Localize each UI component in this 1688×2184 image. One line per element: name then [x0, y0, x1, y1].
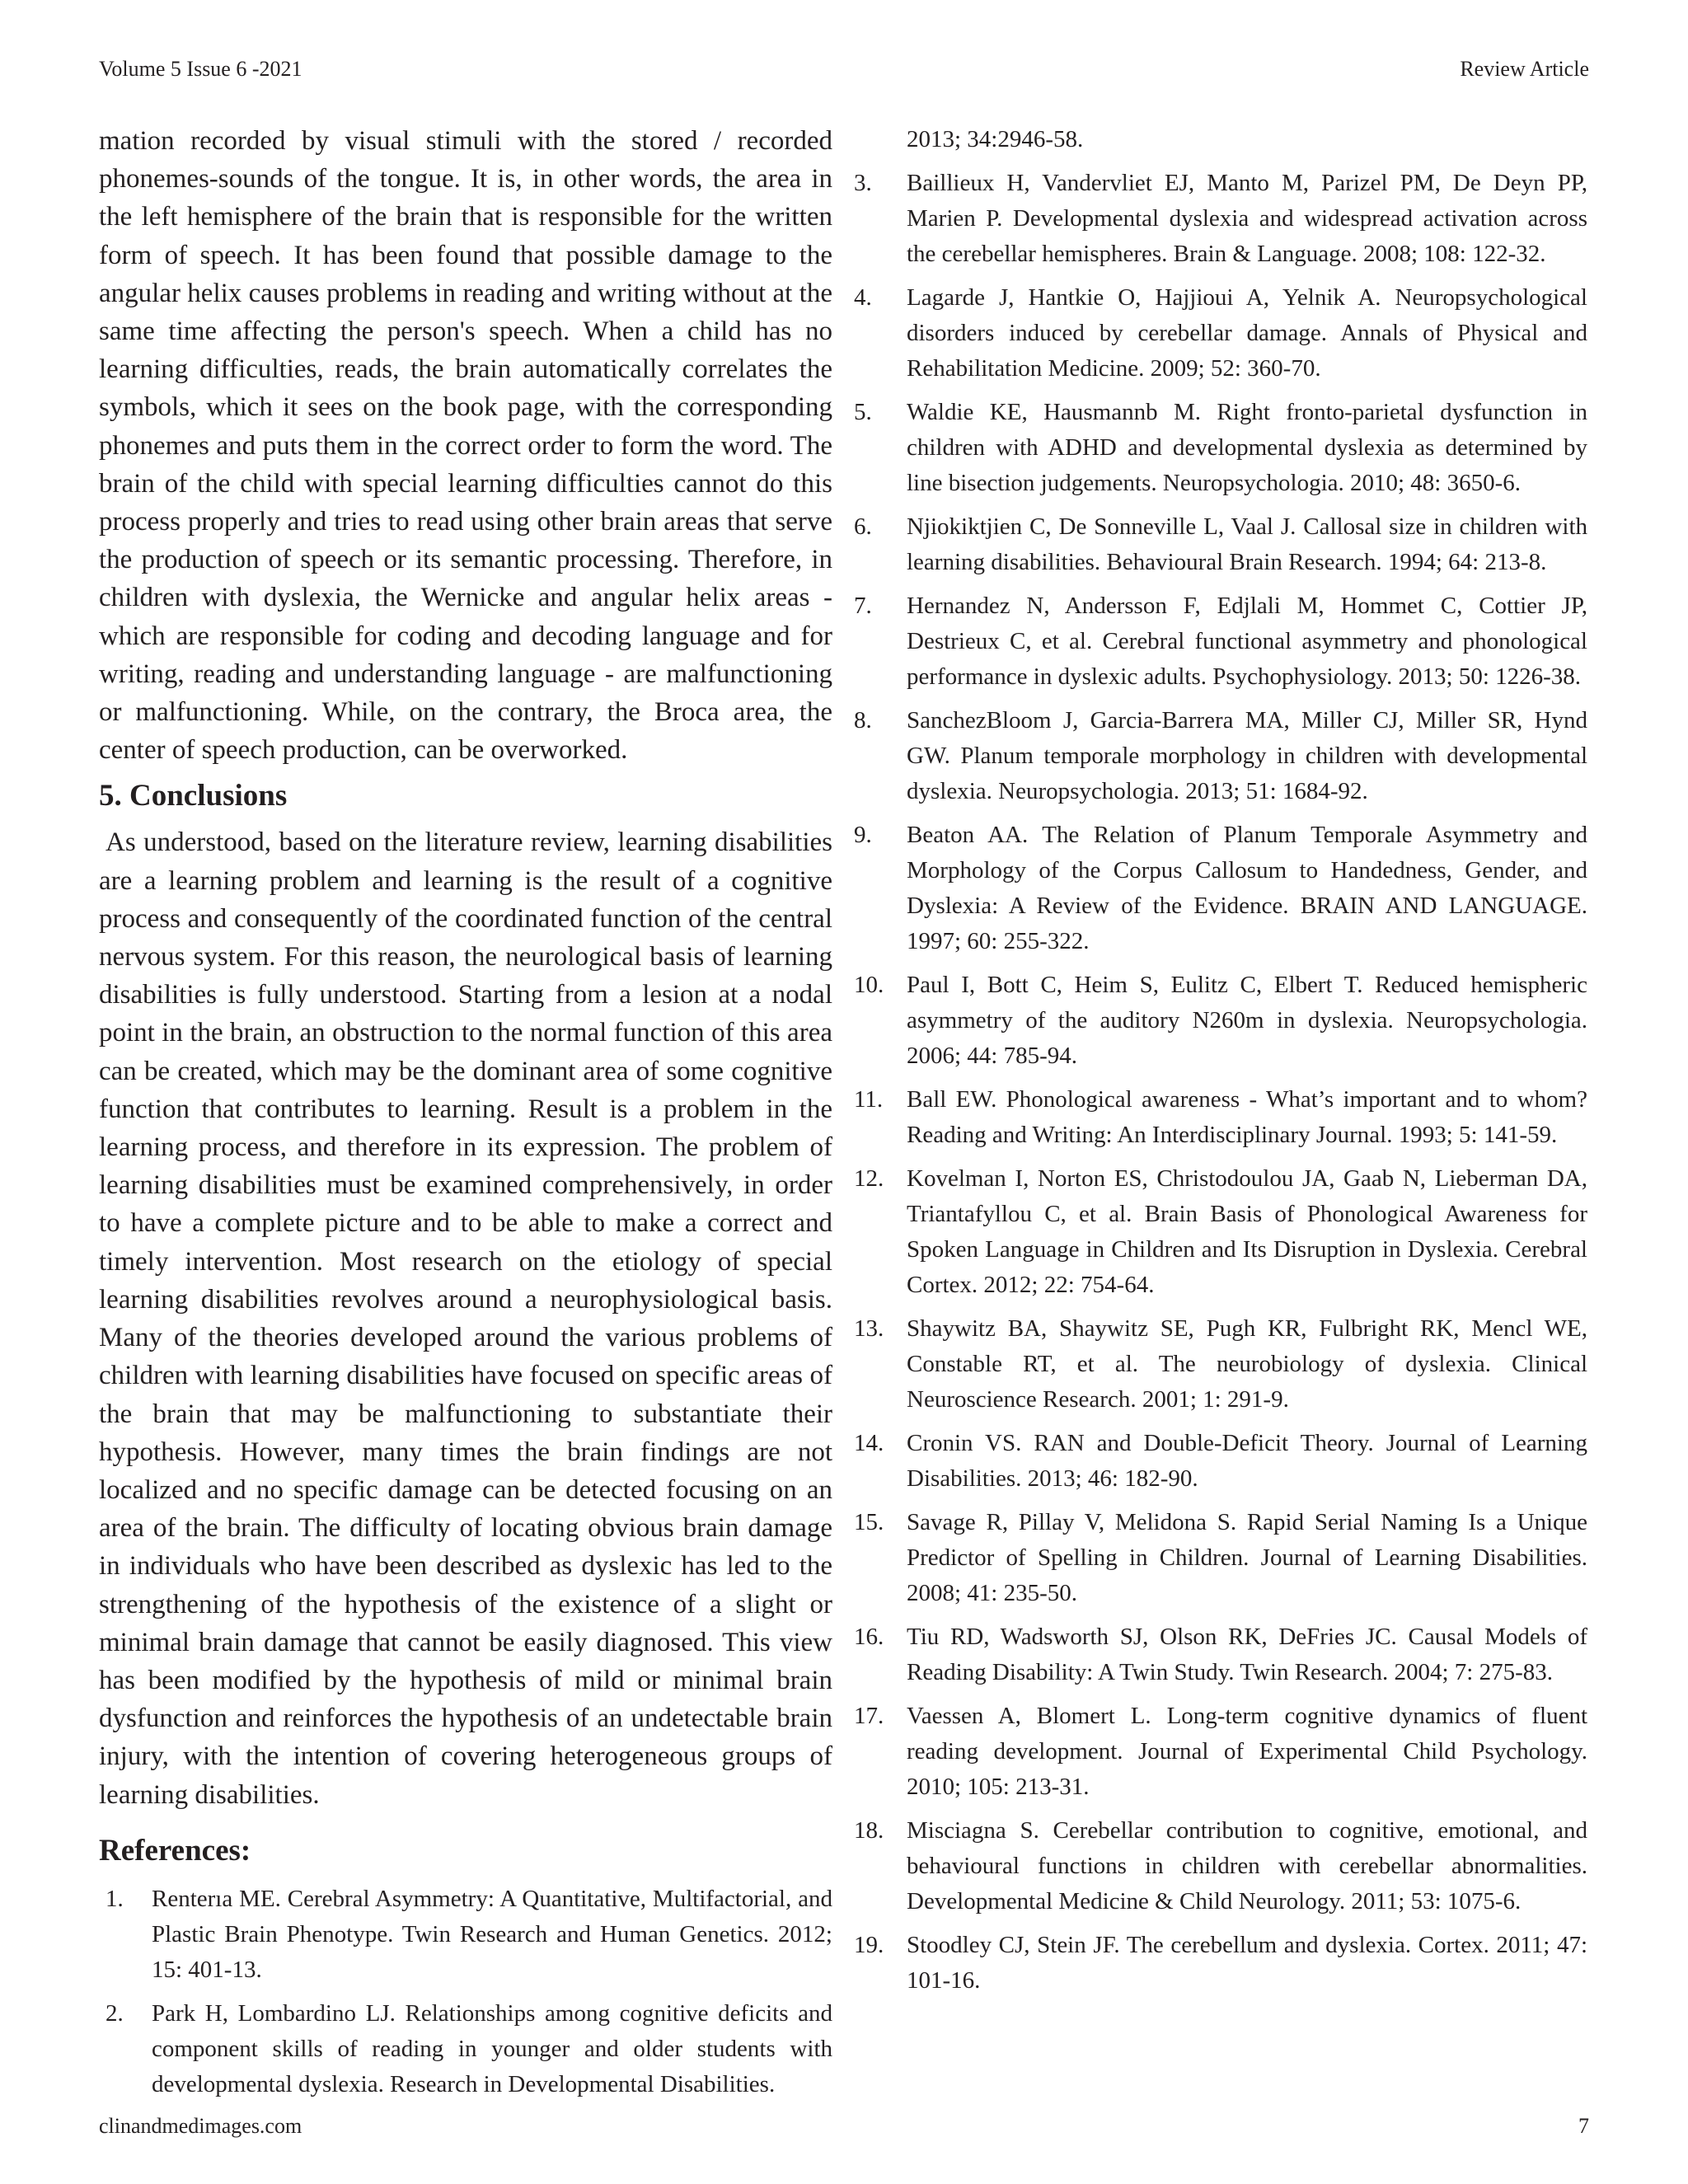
intro-paragraph: mation recorded by visual stimuli with the stored / recorded phonemes-sounds of the tongue. It is, in other words, the area in the left hemisphere of the brain that is responsible for the written form of speech. It has been found that possible damage to the angular helix causes problems in reading and writing without at the same time affecting the person's speech. When a child has no learning difficulties, reads, the brain automatically correlates the symbols, which it sees on the book page, with the corresponding phonemes and puts them in the correct order to form the word. The brain of the child with special learning difficulties cannot do this process properly and tries to read using other brain areas that serve the production of speech or its semantic processing. Therefore, in children with dyslexia, the Wernicke and angular helix areas - which are responsible for coding and decoding language and for writing, reading and understanding language - are malfunctioning or malfunctioning. While, on the contrary, the Broca area, the center of speech production, can be overworked.	[99, 126, 832, 766]
reference-text: 2013; 34:2946-58.	[907, 126, 1084, 152]
reference-item	[854, 166, 1587, 272]
article-type: Review Article	[1460, 57, 1589, 81]
reference-number: 18.	[854, 1817, 884, 1844]
reference-item	[854, 818, 1587, 959]
reference-number: 19.	[854, 1932, 884, 1958]
reference-text: Waldie KE, Hausmannb M. Right fronto-parietal dysfunction in children with ADHD and developmental dyslexia as determined by line bisection judgements. Neuropsychologia. 2010; 48: 3650-6.	[907, 399, 1587, 496]
reference-number: 8.	[854, 707, 872, 733]
reference-item	[854, 1619, 1587, 1690]
reference-text: Beaton AA. The Relation of Planum Temporale Asymmetry and Morphology of the Corpus Callosum to Handedness, Gender, and Dyslexia: A Review of the Evidence. BRAIN AND LANGUAGE. 1997; 60: 255-322.	[907, 822, 1587, 954]
reference-text: Ball EW. Phonological awareness - What’s important and to whom? Reading and Writing: An Interdisciplinary Journal. 1993; 5: 141-59.	[907, 1086, 1587, 1148]
reference-item	[854, 703, 1587, 809]
reference-number: 10.	[854, 972, 884, 998]
reference-text: Renterıa ME. Cerebral Asymmetry: A Quantitative, Multifactorial, and Plastic Brain Phenotype. Twin Research and Human Genetics. 2012; 15: 401-13.	[152, 1885, 832, 1983]
reference-number: 3.	[854, 170, 872, 196]
reference-item	[854, 1699, 1587, 1805]
conclusions-heading: 5. Conclusions	[99, 779, 288, 813]
reference-text: Park H, Lombardino LJ. Relationships among cognitive deficits and component skills of reading in younger and older students with developmental dyslexia. Research in Developmental Disabilities.	[152, 1999, 832, 2097]
reference-text: Vaessen A, Blomert L. Long-term cognitive dynamics of fluent reading development. Journal of Experimental Child Psychology. 2010; 105: 213-31.	[907, 1703, 1587, 1800]
reference-number: 11.	[854, 1086, 884, 1113]
references-heading: References:	[99, 1833, 251, 1868]
reference-number: 14.	[854, 1430, 884, 1456]
reference-text: Baillieux H, Vandervliet EJ, Manto M, Parizel PM, De Deyn PP, Marien P. Developmental dyslexia and widespread activation across the cerebellar hemispheres. Brain & Language. 2008; 108: 122-32.	[907, 170, 1587, 267]
reference-text: Kovelman I, Norton ES, Christodoulou JA, Gaab N, Lieberman DA, Triantafyllou C, et al. Brain Basis of Phonological Awareness for Spoken Language in Children and Its Disruption in Dyslexia. Cerebral Cortex. 2012; 22: 754-64.	[907, 1165, 1587, 1298]
reference-text: Hernandez N, Andersson F, Edjlali M, Hommet C, Cottier JP, Destrieux C, et al. Cerebral functional asymmetry and phonological performance in dyslexic adults. Psychophysiology. 2013; 50: 1226-38.	[907, 593, 1587, 690]
reference-number: 12.	[854, 1165, 884, 1192]
reference-item	[854, 1311, 1587, 1418]
reference-text: Savage R, Pillay V, Melidona S. Rapid Serial Naming Is a Unique Predictor of Spelling in Children. Journal of Learning Disabilities. 2008; 41: 235-50.	[907, 1509, 1587, 1606]
reference-item	[854, 588, 1587, 695]
reference-text: Tiu RD, Wadsworth SJ, Olson RK, DeFries JC. Causal Models of Reading Disability: A Twin Study. Twin Research. 2004; 7: 275-83.	[907, 1624, 1587, 1685]
reference-item	[854, 1813, 1587, 1919]
reference-text: Misciagna S. Cerebellar contribution to cognitive, emotional, and behavioural functions in children with cerebellar abnormalities. Developmental Medicine & Child Neurology. 2011; 53: 1075-6.	[907, 1817, 1587, 1915]
conclusions-paragraph: As understood, based on the literature review, learning disabilities are a learning problem and learning is the result of a cognitive process and consequently of the coordinated function of the central nervous system. For this reason, the neurological basis of learning disabilities is fully understood. Starting from a lesion at a nodal point in the brain, an obstruction to the normal function of this area can be created, which may be the dominant area of some cognitive function that contributes to learning. Result is a problem in the learning process, and therefore in its expression. The problem of learning disabilities must be examined comprehensively, in order to have a complete picture and to be able to make a correct and timely intervention. Most research on the etiology of special learning disabilities revolves around a neurophysiological basis. Many of the theories developed around the various problems of children with learning disabilities have focused on specific areas of the brain that may be malfunctioning to substantiate their hypothesis. However, many times the brain findings are not localized and no specific damage can be detected focusing on an area of the brain. The difficulty of locating obvious brain damage in individuals who have been described as dyslexic has led to the strengthening of the hypothesis of the existence of a slight or minimal brain damage that cannot be easily diagnosed. This view has been modified by the hypothesis of mild or minimal brain dysfunction and reinforces the hypothesis of an undetectable brain injury, with the intention of covering heterogeneous groups of learning disabilities.	[99, 827, 832, 1810]
reference-item	[99, 1996, 832, 2102]
reference-item	[854, 509, 1587, 580]
reference-item	[854, 1505, 1587, 1611]
reference-item	[854, 1161, 1587, 1303]
reference-number: 6.	[854, 513, 872, 540]
reference-text: Cronin VS. RAN and Double-Deficit Theory. Journal of Learning Disabilities. 2013; 46: 182-90.	[907, 1430, 1587, 1492]
journal-volume: Volume 5 Issue 6 -2021	[99, 57, 302, 81]
reference-continuation	[854, 122, 1587, 157]
footer-website: clinandmedimages.com	[99, 2114, 302, 2138]
reference-item	[854, 1928, 1587, 1999]
reference-number: 17.	[854, 1703, 884, 1729]
right-column	[854, 122, 1587, 2007]
reference-item	[854, 968, 1587, 1074]
reference-number: 5.	[854, 399, 872, 425]
reference-number: 4.	[854, 284, 872, 311]
reference-item	[854, 1082, 1587, 1153]
reference-number: 16.	[854, 1624, 884, 1650]
reference-number: 7.	[854, 593, 872, 619]
page-number: 7	[1578, 2114, 1589, 2138]
reference-item	[99, 1882, 832, 1988]
reference-number: 1.	[106, 1885, 124, 1912]
references-list-right	[854, 122, 1587, 1999]
reference-item	[854, 1426, 1587, 1497]
reference-number: 15.	[854, 1509, 884, 1535]
reference-number: 13.	[854, 1315, 884, 1342]
reference-text: Paul I, Bott C, Heim S, Eulitz C, Elbert T. Reduced hemispheric asymmetry of the auditory N260m in dyslexia. Neuropsychologia. 2006; 44: 785-94.	[907, 972, 1587, 1069]
left-column	[99, 122, 832, 2111]
reference-item	[854, 280, 1587, 387]
reference-text: SanchezBloom J, Garcia-Barrera MA, Miller CJ, Miller SR, Hynd GW. Planum temporale morphology in children with developmental dyslexia. Neuropsychologia. 2013; 51: 1684-92.	[907, 707, 1587, 804]
reference-item	[854, 395, 1587, 501]
reference-number: 2.	[106, 1999, 124, 2027]
reference-text: Lagarde J, Hantkie O, Hajjioui A, Yelnik A. Neuropsychological disorders induced by cerebellar damage. Annals of Physical and Rehabilitation Medicine. 2009; 52: 360-70.	[907, 284, 1587, 382]
reference-number: 9.	[854, 822, 872, 848]
reference-text: Shaywitz BA, Shaywitz SE, Pugh KR, Fulbright RK, Mencl WE, Constable RT, et al. The neurobiology of dyslexia. Clinical Neuroscience Research. 2001; 1: 291-9.	[907, 1315, 1587, 1413]
reference-text: Njiokiktjien C, De Sonneville L, Vaal J. Callosal size in children with learning disabilities. Behavioural Brain Research. 1994; 64: 213-8.	[907, 513, 1587, 575]
references-list-left	[99, 1882, 832, 2102]
reference-text: Stoodley CJ, Stein JF. The cerebellum and dyslexia. Cortex. 2011; 47: 101-16.	[907, 1932, 1587, 1994]
